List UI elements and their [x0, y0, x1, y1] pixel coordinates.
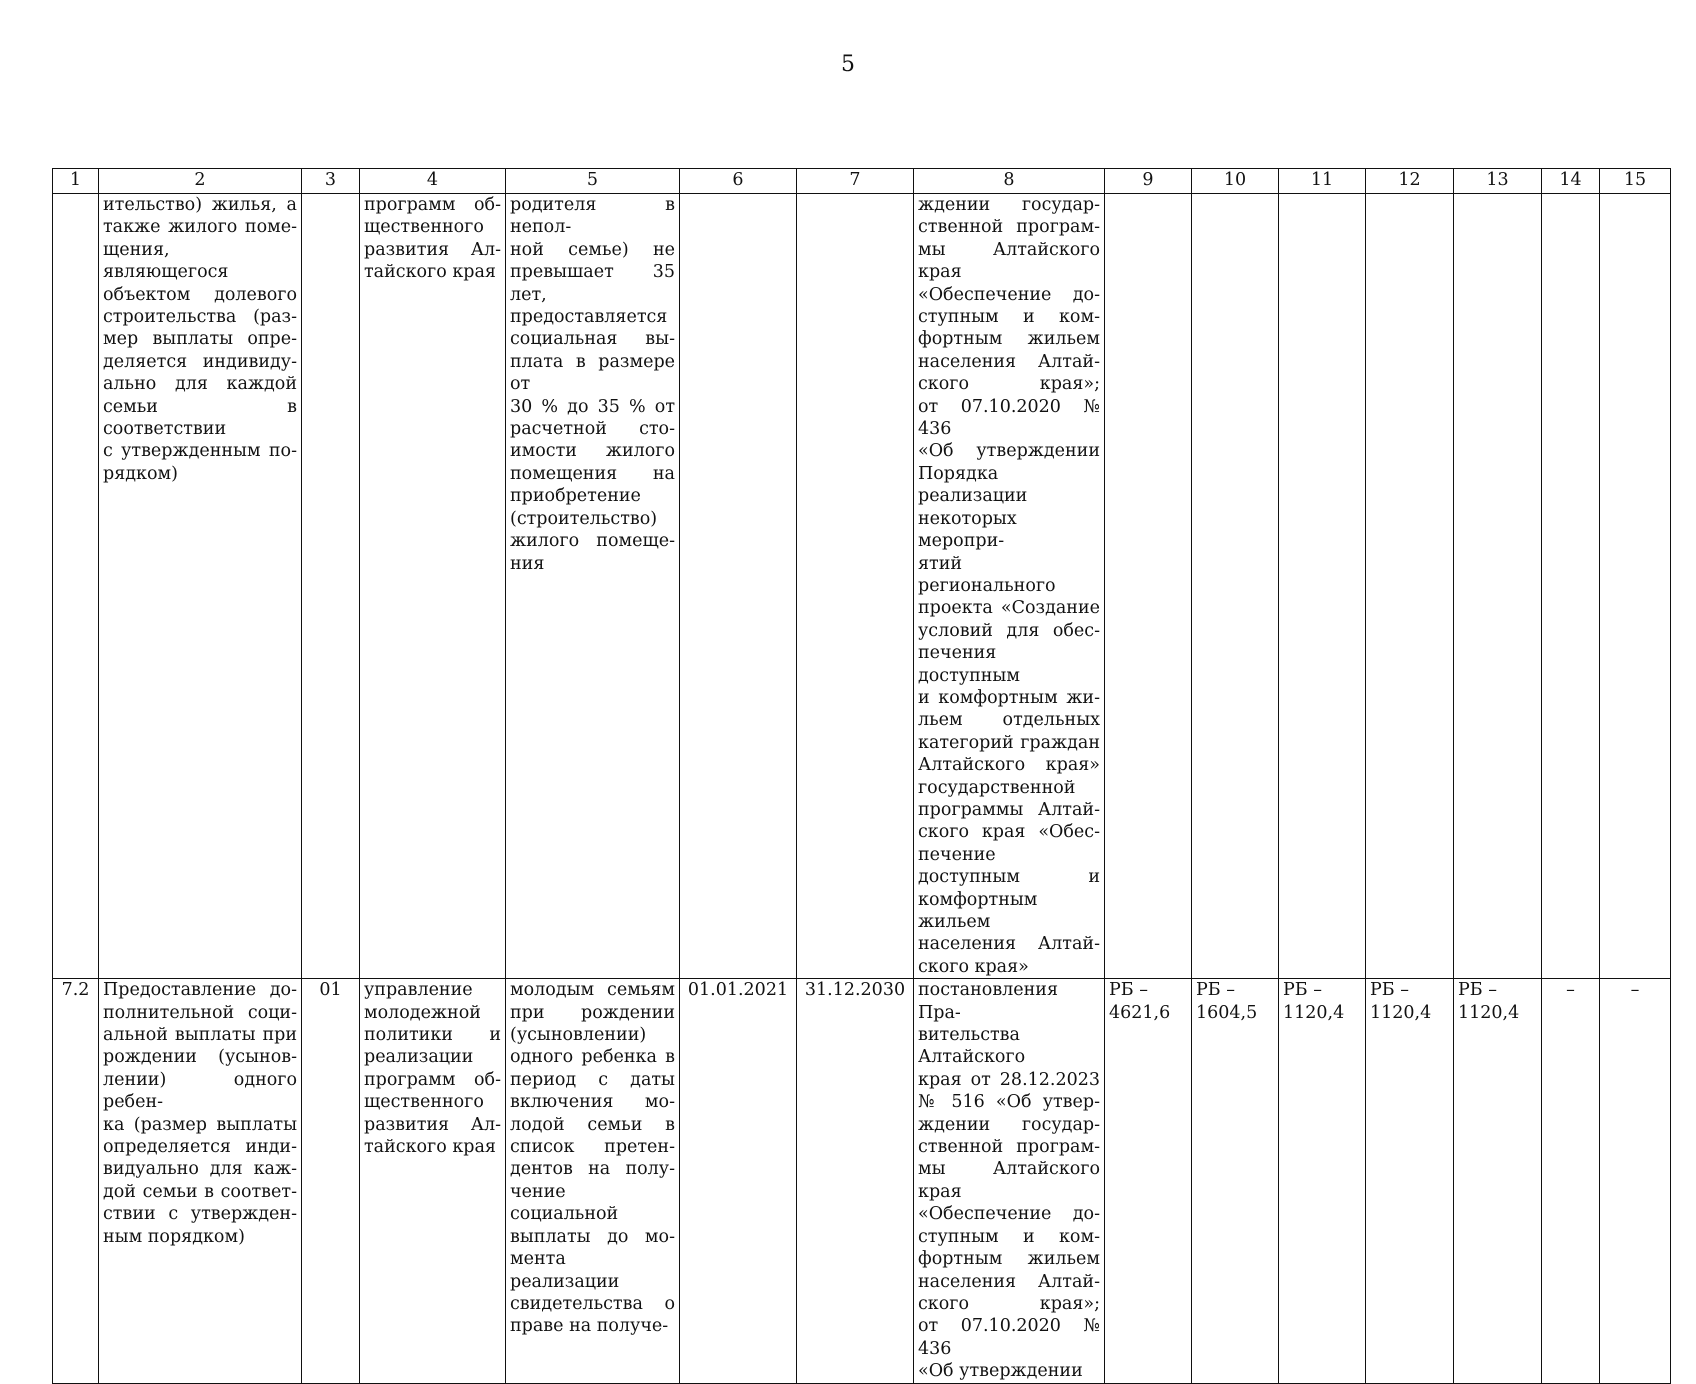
text-line: альной выплаты при — [103, 1025, 297, 1046]
text-line: «Об утверждении — [918, 1361, 1083, 1382]
text-line: «Обеспечение до- — [918, 1204, 1100, 1225]
text-line: дой семьи в соответ- — [103, 1181, 297, 1202]
text-line: категорий граждан — [918, 732, 1100, 753]
text-line: «Обеспечение до- — [918, 284, 1100, 305]
cell-number: 7.2 — [53, 979, 99, 1383]
text-line: РБ – — [1370, 980, 1409, 1001]
text-line: объектом долевого — [103, 284, 297, 305]
text-line: помещения на — [510, 463, 675, 484]
text-line: (усыновлении) — [510, 1025, 647, 1046]
cell-funding-2024 — [1105, 979, 1192, 1383]
cell-start-date: 01.01.2021 — [680, 979, 797, 1383]
text-line: фортным жильем — [918, 329, 1100, 350]
text-line: тайского края — [364, 1137, 496, 1158]
text-line: рядком) — [103, 463, 178, 484]
cell-executor — [360, 194, 506, 979]
col-header-1: 1 — [53, 169, 99, 194]
text-line: период с даты — [510, 1069, 675, 1090]
text-line: полнительной соци- — [103, 1002, 297, 1023]
text-line: 1120,4 — [1283, 1002, 1345, 1023]
text-line: ственной програм- — [918, 217, 1100, 238]
col-header-12: 12 — [1366, 169, 1454, 194]
program-activities-table — [52, 168, 1671, 1384]
text-line: печения доступным — [918, 643, 1020, 686]
cell-col-15 — [1600, 194, 1671, 979]
text-line: и комфортным жи- — [918, 687, 1100, 708]
text-line: родителя в непол- — [510, 195, 675, 238]
text-line: мы Алтайского края — [918, 239, 1100, 283]
cell-funding-2028 — [1454, 979, 1542, 1383]
cell-code — [302, 194, 360, 979]
text-line: определяется инди- — [103, 1137, 297, 1158]
cell-activity-name — [99, 979, 302, 1383]
text-line: строительства (раз- — [103, 307, 297, 328]
text-line: молодым семьям — [510, 980, 675, 1001]
cell-col-14: – — [1542, 979, 1600, 1383]
text-line: дентов на полу- — [510, 1159, 675, 1180]
text-line: РБ – — [1109, 980, 1148, 1001]
text-line: края от 28.12.2023 — [918, 1069, 1100, 1090]
text-line: проекта «Создание — [918, 598, 1100, 619]
col-header-6: 6 — [680, 169, 797, 194]
text-line: мер выплаты опре- — [103, 329, 297, 350]
cell-legal-basis — [914, 979, 1105, 1383]
cell-end-date: 31.12.2030 — [797, 979, 914, 1383]
text-line: приобретение — [510, 486, 641, 507]
text-line: управление — [364, 980, 473, 1001]
text-line: Предоставление до- — [103, 980, 297, 1001]
text-line: ждении государ- — [918, 1114, 1100, 1135]
text-line: включения мо- — [510, 1092, 675, 1113]
cell-start-date — [680, 194, 797, 979]
text-line: программ об- — [364, 1069, 501, 1090]
cell-code: 01 — [302, 979, 360, 1383]
text-line: ально для каждой — [103, 374, 297, 395]
text-line: ственной програм- — [918, 1137, 1100, 1158]
text-line: выплаты до мо- — [510, 1226, 675, 1247]
table-row — [53, 194, 1671, 979]
text-line: некоторых меропри- — [918, 508, 1017, 552]
cell-col-9 — [1105, 194, 1192, 979]
text-line: населения Алтай- — [918, 1271, 1100, 1292]
text-line: печение доступным и — [918, 844, 1100, 888]
text-line: развития Ал- — [364, 1114, 501, 1135]
text-line: жилого помеще- — [510, 531, 675, 552]
cell-activity-name — [99, 194, 302, 979]
text-line: Порядка реализации — [918, 463, 1028, 507]
text-line: предоставляется — [510, 307, 668, 328]
col-header-3: 3 — [302, 169, 360, 194]
text-line: ния — [510, 553, 545, 574]
text-line: ского края»; — [918, 1293, 1100, 1314]
text-line: ского края «Обес- — [918, 822, 1100, 843]
text-line: щественного — [364, 217, 484, 238]
text-line: лении) одного ребен- — [103, 1069, 297, 1113]
text-line: ятий регионального — [918, 553, 1056, 596]
col-header-13: 13 — [1454, 169, 1542, 194]
text-line: список претен- — [510, 1137, 675, 1158]
text-line: ным порядком) — [103, 1226, 245, 1247]
text-line: государственной — [918, 777, 1076, 798]
col-header-14: 14 — [1542, 169, 1600, 194]
text-line: от 07.10.2020 № 436 — [918, 1316, 1100, 1359]
text-line: мента реализации — [510, 1249, 620, 1292]
text-line: плата в размере от — [510, 351, 675, 395]
cell-executor — [360, 979, 506, 1383]
text-line: ступным и ком- — [918, 1226, 1100, 1247]
col-header-2: 2 — [99, 169, 302, 194]
col-header-8: 8 — [914, 169, 1105, 194]
text-line: щения, являющегося — [103, 239, 229, 283]
text-line: льем отдельных — [918, 710, 1100, 731]
text-line: № 516 «Об утвер- — [918, 1092, 1100, 1113]
text-line: тайского края — [364, 262, 496, 283]
text-line: рождении (усынов- — [103, 1047, 297, 1068]
text-line: ского края» — [918, 956, 1029, 977]
text-line: РБ – — [1458, 980, 1497, 1001]
text-line: программы Алтай- — [918, 799, 1100, 820]
text-line: реализации — [364, 1047, 474, 1068]
cell-col-13 — [1454, 194, 1542, 979]
col-header-4: 4 — [360, 169, 506, 194]
text-line: социальная вы- — [510, 329, 675, 350]
cell-col-10 — [1192, 194, 1279, 979]
cell-funding-2027 — [1366, 979, 1454, 1383]
text-line: мы Алтайского края — [918, 1159, 1100, 1202]
text-line: имости жилого — [510, 441, 675, 462]
cell-funding-2026 — [1279, 979, 1366, 1383]
text-line: фортным жильем — [918, 1249, 1100, 1270]
text-line: РБ – — [1196, 980, 1235, 1001]
text-line: 1120,4 — [1458, 1002, 1520, 1023]
text-line: одного ребенка в — [510, 1047, 675, 1068]
text-line: ка (размер выплаты — [103, 1114, 297, 1135]
cell-end-date — [797, 194, 914, 979]
text-line: семьи в соответствии — [103, 396, 297, 440]
text-line: 1604,5 — [1196, 1002, 1258, 1023]
text-line: с утвержденным по- — [103, 441, 297, 462]
cell-legal-basis — [914, 194, 1105, 979]
cell-col-15: – — [1600, 979, 1671, 1383]
text-line: молодежной — [364, 1002, 481, 1023]
text-line: населения Алтай- — [918, 351, 1100, 372]
text-line: развития Ал- — [364, 239, 501, 260]
col-header-7: 7 — [797, 169, 914, 194]
text-line: «Об утверждении — [918, 441, 1100, 462]
text-line: щественного — [364, 1092, 484, 1113]
text-line: расчетной сто- — [510, 419, 675, 440]
text-line: политики и — [364, 1025, 501, 1046]
text-line: лодой семьи в — [510, 1114, 675, 1135]
page-number: 5 — [841, 52, 855, 77]
text-line: превышает 35 лет, — [510, 262, 675, 305]
text-line: ствии с утвержден- — [103, 1204, 297, 1225]
cell-conditions — [506, 194, 680, 979]
text-line: 30 % до 35 % от — [510, 396, 675, 417]
text-line: ительство) жилья, а — [103, 195, 297, 215]
text-line: ждении государ- — [918, 195, 1100, 215]
text-line: программ об- — [364, 195, 501, 215]
col-header-11: 11 — [1279, 169, 1366, 194]
text-line: населения Алтай- — [918, 934, 1100, 955]
cell-funding-2025 — [1192, 979, 1279, 1383]
text-line: чение социальной — [510, 1181, 619, 1225]
col-header-9: 9 — [1105, 169, 1192, 194]
text-line: видуально для каж- — [103, 1159, 297, 1180]
text-line: комфортным жильем — [918, 889, 1038, 932]
col-header-15: 15 — [1600, 169, 1671, 194]
table-row — [53, 979, 1671, 1383]
text-line: вительства Алтайского — [918, 1025, 1026, 1068]
text-line: 4621,6 — [1109, 1002, 1171, 1023]
text-line: также жилого поме- — [103, 217, 297, 238]
text-line: при рождении — [510, 1002, 675, 1023]
text-line: 1120,4 — [1370, 1002, 1432, 1023]
text-line: от 07.10.2020 № 436 — [918, 396, 1100, 440]
cell-col-12 — [1366, 194, 1454, 979]
col-header-10: 10 — [1192, 169, 1279, 194]
col-header-5: 5 — [506, 169, 680, 194]
cell-number — [53, 194, 99, 979]
text-line: Алтайского края» — [918, 755, 1100, 776]
text-line: ского края»; — [918, 374, 1100, 395]
text-line: ной семье) не — [510, 239, 675, 260]
text-line: свидетельства о — [510, 1293, 675, 1314]
cell-col-14 — [1542, 194, 1600, 979]
text-line: постановления Пра- — [918, 980, 1059, 1023]
text-line: праве на получе- — [510, 1316, 669, 1337]
header-row — [53, 169, 1671, 194]
text-line: ступным и ком- — [918, 307, 1100, 328]
text-line: деляется индивиду- — [103, 351, 297, 372]
text-line: условий для обес- — [918, 620, 1100, 641]
cell-col-11 — [1279, 194, 1366, 979]
cell-conditions — [506, 979, 680, 1383]
text-line: РБ – — [1283, 980, 1322, 1001]
text-line: (строительство) — [510, 508, 658, 529]
